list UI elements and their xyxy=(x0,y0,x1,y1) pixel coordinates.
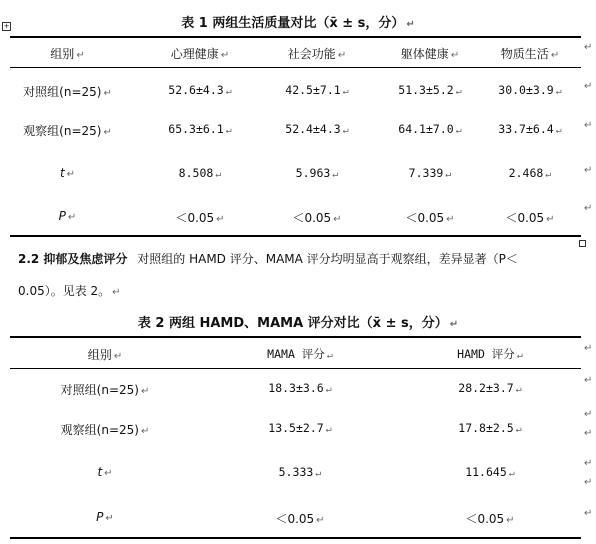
table1-row3-physical: 7.339 ↵ xyxy=(408,166,452,180)
table2-row1-mama: 18.3±3.6 ↵ xyxy=(268,381,332,395)
table2-row3-hamd: 11.645 ↵ xyxy=(465,465,515,479)
table1-row1-physical: 51.3±5.2 ↵ xyxy=(398,83,462,97)
table1-row1-group: 对照组(n=25) ↵ xyxy=(23,85,112,99)
row-end-mark: ↵ xyxy=(584,203,593,214)
table-anchor-icon[interactable]: + xyxy=(3,22,10,30)
table1-row3-material: 2.468 ↵ xyxy=(508,166,552,180)
table2-row3-label: t ↵ xyxy=(97,465,113,479)
table1-row2-material: 33.7±6.4 ↵ xyxy=(498,122,562,136)
table1-row2-group: 观察组(n=25) ↵ xyxy=(23,124,112,138)
table1-row4-label: P ↵ xyxy=(58,209,77,223)
table1-title: 表 1 两组生活质量对比（x̄ ± s，分） ↵ xyxy=(181,16,415,31)
table1-row4-mental: ＜0.05 ↵ xyxy=(175,211,225,225)
table1-row1-material: 30.0±3.9 ↵ xyxy=(498,83,562,97)
table1-top-rule xyxy=(10,36,581,38)
table1-header-material: 物质生活 ↵ xyxy=(500,47,560,61)
row-end-mark: ↵ xyxy=(584,120,593,131)
table1-header-mental: 心理健康 ↵ xyxy=(170,47,230,61)
table1-row3-mental: 8.508 ↵ xyxy=(178,166,222,180)
table2-top-rule xyxy=(10,336,581,338)
row-end-mark: ↵ xyxy=(584,428,593,439)
table2-bottom-rule xyxy=(10,537,581,539)
table1-row1-social: 42.5±7.1 ↵ xyxy=(285,83,349,97)
row-end-mark: ↵ xyxy=(584,42,593,53)
table2-row4-hamd: ＜0.05 ↵ xyxy=(465,512,515,526)
table2-title: 表 2 两组 HAMD、MAMA 评分对比（x̄ ± s，分） ↵ xyxy=(137,316,459,331)
table1-header-physical: 躯体健康 ↵ xyxy=(400,47,460,61)
table2-row1-group: 对照组(n=25) ↵ xyxy=(60,383,150,397)
section-heading: 2.2 抑郁及焦虑评分 xyxy=(18,252,128,266)
table1-header-social: 社会功能 ↵ xyxy=(287,47,347,61)
row-end-mark: ↵ xyxy=(584,343,593,354)
table1-row2-social: 52.4±4.3 ↵ xyxy=(285,122,349,136)
table2-row4-label: P ↵ xyxy=(96,510,114,524)
table2-header-group: 组别 ↵ xyxy=(87,348,123,362)
table2-row4-mama: ＜0.05 ↵ xyxy=(275,512,325,526)
table2-header-rule xyxy=(10,368,581,369)
table1-row3-label: t ↵ xyxy=(59,166,76,180)
table1-header-rule xyxy=(10,67,581,68)
row-end-mark: ↵ xyxy=(584,508,593,519)
table1-row3-social: 5.963 ↵ xyxy=(295,166,339,180)
paragraph-line2: 0.05）。见表 2。 ↵ xyxy=(18,284,121,298)
section-paragraph xyxy=(18,250,518,267)
table1-bottom-rule xyxy=(10,235,581,237)
row-end-mark: ↵ xyxy=(584,165,593,176)
row-end-mark: ↵ xyxy=(584,81,593,92)
table1-header-group: 组别 ↵ xyxy=(50,47,85,61)
table2-row2-group: 观察组(n=25) ↵ xyxy=(60,423,150,437)
table1-row4-social: ＜0.05 ↵ xyxy=(292,211,342,225)
table2-row1-hamd: 28.2±3.7 ↵ xyxy=(458,381,522,395)
table-resize-handle[interactable] xyxy=(579,240,586,247)
table1-row2-mental: 65.3±6.1 ↵ xyxy=(168,122,232,136)
table2-row2-hamd: 17.8±2.5 ↵ xyxy=(458,421,522,435)
table2-header-mama: MAMA 评分 ↵ xyxy=(267,347,333,361)
table1-row1-mental: 52.6±4.3 ↵ xyxy=(168,83,232,97)
row-end-mark: ↵ xyxy=(584,477,593,488)
table1-row4-material: ＜0.05 ↵ xyxy=(505,211,555,225)
table1-row2-physical: 64.1±7.0 ↵ xyxy=(398,122,462,136)
table1-row4-physical: ＜0.05 ↵ xyxy=(405,211,455,225)
table2-row3-mama: 5.333 ↵ xyxy=(278,465,322,479)
row-end-mark: ↵ xyxy=(584,409,593,420)
paragraph-line1: 对照组的 HAMD 评分、MAMA 评分均明显高于观察组，差异显著（P＜ xyxy=(137,252,518,266)
row-end-mark: ↵ xyxy=(584,458,593,469)
row-end-mark: ↵ xyxy=(584,375,593,386)
table2-header-hamd: HAMD 评分 ↵ xyxy=(457,347,523,361)
table2-row2-mama: 13.5±2.7 ↵ xyxy=(268,421,332,435)
